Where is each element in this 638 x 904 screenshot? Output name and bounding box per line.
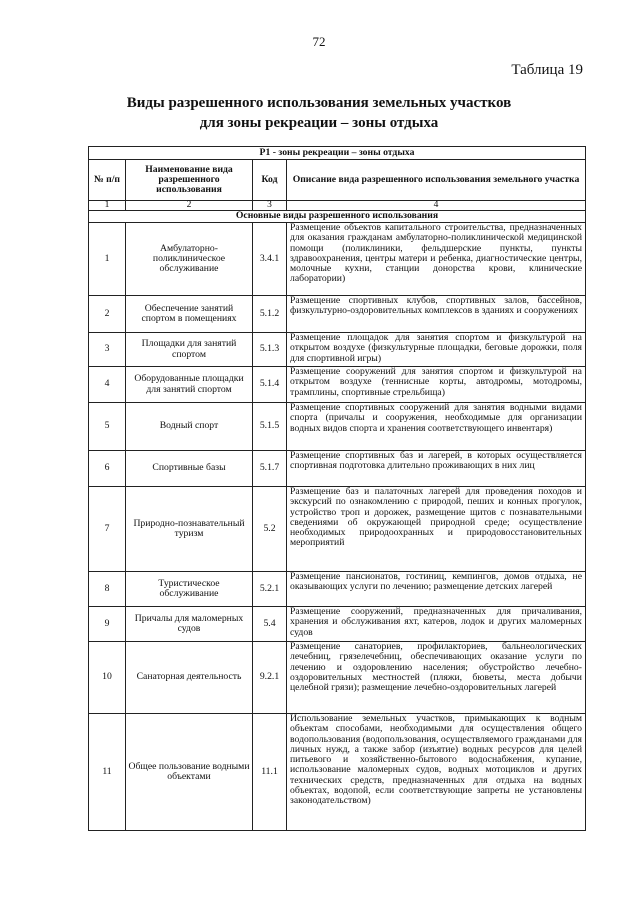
use-type-description: Размещение спортивных баз и лагерей, в которых осуществляется спортивная подготовка длительно проживающих в них лиц: [287, 451, 586, 487]
table-row: [89, 487, 586, 572]
use-type-code: 5.1.3: [253, 333, 287, 367]
column-header-name: Наименование вида разрешенного использования: [126, 160, 253, 201]
use-type-code: 11.1: [253, 714, 287, 831]
use-type-code: 5.1.5: [253, 403, 287, 451]
use-type-description: Размещение спортивных клубов, спортивных залов, бассейнов, физкультурно-оздоровительных комплексов в зданиях и сооружениях: [287, 296, 586, 333]
use-type-name: Причалы для маломерных судов: [126, 607, 253, 642]
use-type-description: Размещение спортивных сооружений для занятия водными видами спорта (причалы и сооружения, необходимые для организации водных видов спорта и хранения соответствующего инвентаря): [287, 403, 586, 451]
use-type-name: Амбулаторно-поликлиническое обслуживание: [126, 223, 253, 296]
group-title: Основные виды разрешенного использования: [89, 211, 586, 223]
row-number: 8: [89, 572, 126, 607]
use-type-name: Обеспечение занятий спортом в помещениях: [126, 296, 253, 333]
row-number: 4: [89, 367, 126, 403]
column-number: 4: [287, 201, 586, 211]
table-row: [89, 223, 586, 296]
use-type-code: 5.2.1: [253, 572, 287, 607]
row-number: 2: [89, 296, 126, 333]
use-type-name: Санаторная деятельность: [126, 642, 253, 714]
use-type-code: 5.1.7: [253, 451, 287, 487]
zone-header: Р1 - зоны рекреации – зоны отдыха: [89, 147, 586, 160]
document-title: [0, 93, 638, 133]
title-line-1: Виды разрешенного использования земельных участков: [126, 95, 512, 111]
table-row: [89, 572, 586, 607]
table-label: Таблица 19: [511, 62, 583, 78]
page-number: 72: [312, 34, 326, 49]
column-number: 3: [253, 201, 287, 211]
table-row: [89, 451, 586, 487]
use-type-code: 5.2: [253, 487, 287, 572]
column-header-code: Код: [253, 160, 287, 201]
column-number: 2: [126, 201, 253, 211]
use-type-name: Общее пользование водными объектами: [126, 714, 253, 831]
table-row: [89, 714, 586, 831]
row-number: 3: [89, 333, 126, 367]
table-row: [89, 642, 586, 714]
use-type-description: Размещение пансионатов, гостиниц, кемпингов, домов отдыха, не оказывающих услуги по лечению; размещение детских лагерей: [287, 572, 586, 607]
table-row: [89, 367, 586, 403]
use-type-code: 5.1.2: [253, 296, 287, 333]
table-row: [89, 403, 586, 451]
row-number: 11: [89, 714, 126, 831]
row-number: 9: [89, 607, 126, 642]
title-line-2: для зоны рекреации – зоны отдыха: [199, 115, 439, 131]
table-row: [89, 296, 586, 333]
use-type-code: 5.1.4: [253, 367, 287, 403]
use-type-description: Размещение объектов капитального строительства, предназначенных для оказания гражданам амбулаторно-поликлинической медицинской помощи (поликлиники, фельдшерские пункты, пункты здравоохранения, центры матери и ребенка, диагностические центры, молочные кухни, станции донорства крови, клинические лаборатории): [287, 223, 586, 296]
table-row: [89, 607, 586, 642]
use-type-description: Размещение сооружений, предназначенных для причаливания, хранения и обслуживания яхт, катеров, лодок и других маломерных судов: [287, 607, 586, 642]
use-type-name: Оборудованные площадки для занятий спортом: [126, 367, 253, 403]
use-type-description: Размещение санаториев, профилакториев, бальнеологических лечебниц, грязелечебниц, обеспечивающих оказание услуги по лечению и оздоровлению населения; обустройство лечебно-оздоровительных местностей (пляжи, бюветы, места добычи целебной грязи); размещение лечебно-оздоровительных лагерей: [287, 642, 586, 714]
column-header-num: № п/п: [89, 160, 126, 201]
use-type-code: 9.2.1: [253, 642, 287, 714]
row-number: 7: [89, 487, 126, 572]
row-number: 6: [89, 451, 126, 487]
use-type-description: Использование земельных участков, примыкающих к водным объектам способами, необходимыми для осуществления общего водопользования (водопользования, осуществляемого гражданами для личных нужд, а также забор (изъятие) водных ресурсов для целей питьевого и хозяйственно-бытового водоснабжения, купание, использование маломерных судов, водных мотоциклов и других технических средств, предназначенных для отдыха на водных объектах, водопой, если соответствующие запреты не установлены законодательством): [287, 714, 586, 831]
use-type-description: Размещение баз и палаточных лагерей для проведения походов и экскурсий по ознакомлению с природой, пеших и конных прогулок, устройство троп и дорожек, размещение щитов с познавательными сведениями об окружающей природной среде; осуществление необходимых природоохранных и природовосстановительных мероприятий: [287, 487, 586, 572]
use-type-name: Спортивные базы: [126, 451, 253, 487]
use-type-name: Площадки для занятий спортом: [126, 333, 253, 367]
land-use-table: [88, 146, 586, 831]
use-type-name: Водный спорт: [126, 403, 253, 451]
row-number: 5: [89, 403, 126, 451]
row-number: 1: [89, 223, 126, 296]
column-number: 1: [89, 201, 126, 211]
use-type-code: 5.4: [253, 607, 287, 642]
use-type-name: Туристическое обслуживание: [126, 572, 253, 607]
use-type-name: Природно-познавательный туризм: [126, 487, 253, 572]
column-header-description: Описание вида разрешенного использования земельного участка: [287, 160, 586, 201]
use-type-code: 3.4.1: [253, 223, 287, 296]
use-type-description: Размещение площадок для занятия спортом и физкультурой на открытом воздухе (физкультурные площадки, беговые дорожки, поля для спортивной игры): [287, 333, 586, 367]
use-type-description: Размещение сооружений для занятия спортом и физкультурой на открытом воздухе (теннисные корты, автодромы, мотодромы, трамплины, спортивные стрельбища): [287, 367, 586, 403]
row-number: 10: [89, 642, 126, 714]
table-row: [89, 333, 586, 367]
